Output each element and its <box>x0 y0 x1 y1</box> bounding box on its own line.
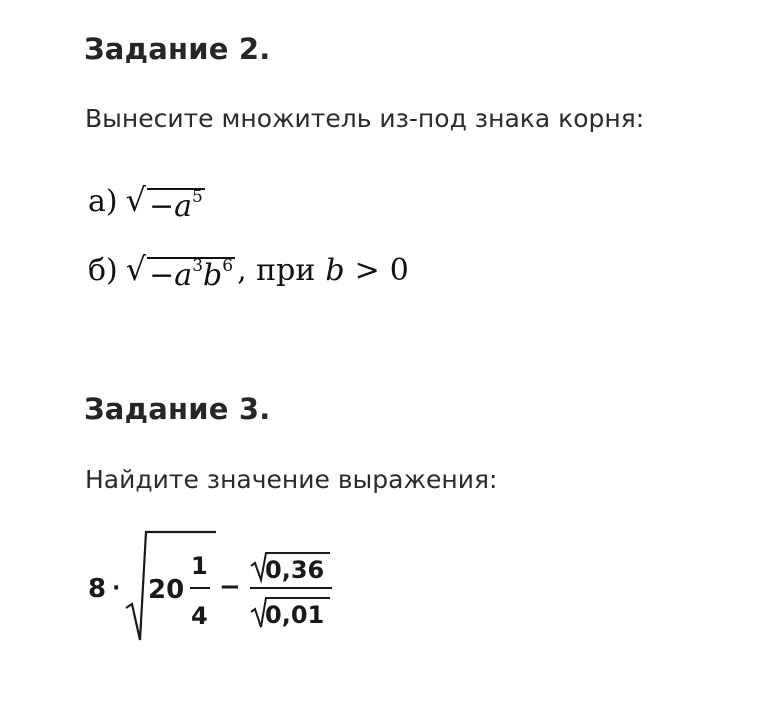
condition-text: , при <box>237 253 316 288</box>
task2-heading: Задание 2. <box>84 32 271 66</box>
task2-item-b <box>88 250 409 293</box>
task3-expression <box>88 530 348 645</box>
radicand-b <box>147 257 235 292</box>
exponent-5: 5 <box>192 187 203 207</box>
condition-relation: > <box>354 253 380 288</box>
exponent-6: 6 <box>222 256 234 276</box>
item-b-label: б) <box>88 253 118 288</box>
radical-sign-icon: √ <box>125 250 147 288</box>
var-b: b <box>203 258 223 293</box>
task2-item-a <box>88 181 205 224</box>
radical-sign-icon: √ <box>125 181 146 219</box>
item-a-label: а) <box>88 184 118 219</box>
radicand-a <box>147 188 205 223</box>
minus-sign: − <box>219 572 241 602</box>
var-a: a <box>174 189 193 224</box>
task2-instruction: Вынесите множитель из-под знака корня: <box>85 104 645 133</box>
multiply-dot: · <box>112 576 121 601</box>
coefficient: 8 <box>88 574 107 604</box>
condition-value: 0 <box>389 253 409 288</box>
condition-variable: b <box>325 253 345 288</box>
exponent-3: 3 <box>192 256 204 276</box>
minus-sign: − <box>149 258 175 293</box>
sqrt-a <box>125 181 205 224</box>
var-a: a <box>174 258 193 293</box>
task3-heading: Задание 3. <box>84 392 271 426</box>
whole-part: 20 <box>148 575 185 605</box>
sqrt-b <box>125 250 235 293</box>
task3-instruction: Найдите значение выражения: <box>85 465 498 494</box>
denominator-radicand: 0,01 <box>265 601 325 629</box>
fraction-numerator: 1 <box>191 552 208 580</box>
minus-sign: − <box>148 189 175 224</box>
numerator-radicand: 0,36 <box>265 556 325 584</box>
fraction-denominator: 4 <box>191 602 208 630</box>
